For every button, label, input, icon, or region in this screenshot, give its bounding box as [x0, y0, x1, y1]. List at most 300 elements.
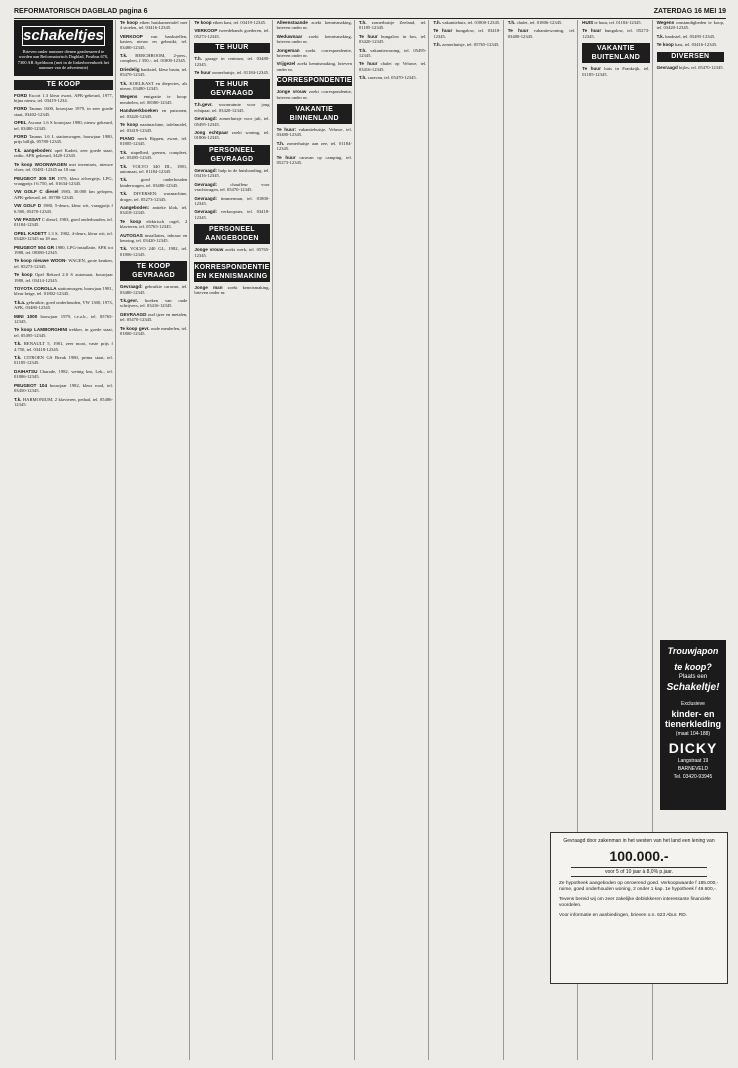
- ad-keyword: Te koop: [119, 20, 138, 25]
- ad-keyword: Vrijgezel: [276, 61, 296, 67]
- classified-ad: [120, 233, 187, 244]
- ad-text: elektrisch orgel, 2 klavieren, tel. 05765-12345.: [119, 218, 188, 230]
- classified-ad: [14, 134, 113, 145]
- classified-ad: [194, 70, 269, 75]
- ad-keyword: Te koop gevr.: [119, 325, 150, 331]
- category-te-huur-gevraagd: TE HUUR GEVRAAGD: [194, 79, 269, 99]
- ad-text: C diesel, 1983, goed onderhouden, tel. 01184-12345.: [14, 216, 113, 228]
- classified-ad: [657, 34, 724, 39]
- classified-ad: [277, 34, 352, 45]
- ad-keyword: Wegens: [119, 94, 138, 100]
- ad-list-col9: [657, 20, 724, 48]
- ad-list-col2: [120, 20, 187, 257]
- ad-text: zoekt kennismaking, brieven onder nr.: [276, 33, 352, 45]
- ad-text: vakantiehuis, tel. 01800-12345.: [442, 20, 501, 25]
- ad-keyword: Te koop: [119, 122, 139, 128]
- ad-text: met inventaris, nieuwe vloer, tel. 03481-12345 na 18 uur.: [14, 161, 113, 173]
- ad-keyword: Jongeman: [276, 47, 300, 53]
- ad-keyword: OPEL KADETT: [14, 230, 47, 236]
- ad-keyword: T.k.: [14, 355, 22, 361]
- classified-ad: [120, 298, 187, 309]
- ad-keyword: Te huur: [194, 70, 211, 76]
- ad-keyword: Te koop nieuwe WOON-: [14, 258, 67, 264]
- promo-line-8: DICKY: [668, 740, 718, 756]
- classified-ad: [120, 67, 187, 78]
- ad-text: emigratie te koop: meubelen, tel. 08380-12345.: [119, 94, 188, 105]
- ad-keyword: HUIS: [582, 20, 594, 25]
- ad-list-col7: [508, 20, 575, 39]
- ad-text: Taunus 1.6 L stationwagen, bouwjaar 1980, prijs billijk, 05780-12345.: [14, 134, 113, 145]
- ad-keyword: Gevraagd:: [194, 209, 218, 215]
- ad-keyword: FORD: [14, 134, 28, 140]
- ad-list-col3c: [194, 102, 269, 140]
- ad-keyword: T.k.: [119, 149, 128, 155]
- classified-ad: [14, 314, 113, 325]
- ad-keyword: T.k.: [14, 396, 22, 402]
- ad-keyword: Handwerkboeken: [119, 108, 158, 114]
- classified-ad: [14, 203, 113, 214]
- ad-keyword: T.h.: [433, 42, 441, 48]
- ad-keyword: T.k.gevr.: [119, 298, 139, 304]
- ad-text: zoekt correspondentie, brieven onder nr.: [276, 47, 352, 59]
- classified-ad: [14, 397, 113, 408]
- classified-ad: [657, 42, 724, 47]
- classified-ad: [359, 75, 426, 80]
- ad-keyword: Te huur: [507, 28, 529, 34]
- ad-keyword: Aangeboden:: [119, 204, 150, 210]
- ad-text: 1980, 5-deurs, kleur wit, vraagprijs f 6.500, 05470-12345.: [14, 203, 113, 214]
- ad-text: omstandigheden te koop, tel. 03420-12345.: [656, 20, 725, 31]
- loan-contact: Voor informatie en aanbiedingen, brieven o.n. 623 Abur. RD.: [559, 913, 688, 918]
- classified-ad: [194, 20, 269, 25]
- ad-keyword: VERKOOP: [119, 33, 143, 39]
- classified-ad: [359, 61, 426, 72]
- ad-keyword: Te huur: [358, 33, 378, 39]
- ad-text: merk Rippen, zwart, tel. 01805-12345.: [119, 135, 188, 147]
- category-te-koop: TE KOOP: [14, 80, 113, 90]
- ad-text: zoekt correspondentie, brieven onder nr.: [276, 89, 352, 100]
- ad-keyword: FORD: [14, 106, 28, 112]
- classified-ad: [120, 205, 187, 216]
- ad-keyword: FORD: [14, 92, 28, 98]
- loan-intro: Gevraagd door zakenman in het westen van het land een lening van: [563, 838, 715, 844]
- ad-text: 1983, 30.000 km gelopen, APK-gekeurd, tel. 05780-12345.: [14, 189, 113, 200]
- ad-text: caravan, tel. 05470-12345.: [367, 75, 417, 81]
- classified-ad: [14, 258, 113, 269]
- classified-ad: [277, 89, 352, 100]
- ad-text: DIVERSEN: wasmachine, droger, tel. 05273-12345.: [119, 191, 188, 202]
- ad-text: bungalow, tel. 03418-12345.: [433, 28, 501, 39]
- ad-text: chauffeur voor vrachtwagen, tel. 05470-12345.: [194, 181, 270, 193]
- classified-ad: [14, 245, 113, 256]
- ad-text: bijles, tel. 05470-12345.: [678, 64, 724, 70]
- classified-ad: [120, 108, 187, 119]
- schakeltjes-banner: [14, 20, 113, 76]
- ad-keyword: Te huur: [358, 61, 378, 67]
- classified-ad: [582, 28, 649, 39]
- classified-ad: [120, 53, 187, 64]
- ad-keyword: VW GOLF D: [14, 203, 42, 209]
- ad-text: zomerhuisje, tel. 05765-12345.: [442, 42, 500, 48]
- column-3: [194, 20, 272, 1060]
- classified-ad: [14, 120, 113, 131]
- classified-ad: [277, 127, 352, 138]
- ad-keyword: T.h.: [507, 20, 516, 25]
- ad-list-col3d: [194, 168, 269, 220]
- classified-ad: [14, 231, 113, 242]
- ad-text: Taunus 1600, bouwjaar 1979, in zeer goede staat, 03402-12345.: [14, 106, 113, 117]
- promo-line-3: Plaats een: [678, 674, 708, 680]
- ad-text: bankstel, kleur bruin, tel. 05470-12345.: [119, 66, 188, 78]
- ad-text: bungalow, tel. 05273-12345.: [582, 28, 650, 39]
- ad-text: zomerhuisje aan zee, tel. 01184-12345.: [276, 140, 352, 152]
- ad-text: oude meubelen, tel. 01800-12345.: [119, 325, 188, 337]
- ad-keyword: Jonge vrouw: [194, 247, 224, 253]
- ad-list-col8b: [582, 66, 649, 77]
- ad-text: zoekt kennismaking, brieven onder nr.: [276, 61, 352, 72]
- classified-ad: [14, 369, 113, 380]
- classified-ad: [120, 136, 187, 147]
- promo-line-4: Schakeltje!: [666, 682, 720, 693]
- ad-keyword: Gevraagd:: [194, 181, 218, 187]
- column-5: [359, 20, 429, 1060]
- classified-ad: [194, 56, 269, 67]
- classified-ad: [194, 182, 269, 193]
- classified-ad: [120, 20, 187, 31]
- ad-keyword: Gevraagd:: [194, 195, 218, 201]
- promo-line-1: Trouwjapon: [667, 646, 719, 656]
- classified-ad: [508, 20, 575, 25]
- loan-advertisement: [550, 832, 728, 984]
- classified-ad: [120, 150, 187, 161]
- ad-text: Opel Rekord 2.0 S automaat, bouwjaar 1980, tel. 03414-12345.: [14, 272, 113, 283]
- ad-keyword: T.k.: [119, 177, 128, 183]
- category-diversen: DIVERSEN: [657, 52, 724, 62]
- ad-keyword: T.h.: [358, 75, 367, 81]
- classified-ad: [14, 327, 113, 338]
- ad-text: antieke klok, tel. 03418-12345.: [119, 204, 188, 216]
- ad-keyword: OPEL: [14, 120, 27, 126]
- ad-text: zomerhuisje Zeeland, tel. 01185-12345.: [358, 20, 427, 31]
- ad-text: gebruikte, goed onderhouden, VW 1300, 1973, APK, 03480-12345.: [14, 299, 113, 311]
- ad-list-col2b: [120, 284, 187, 336]
- category-personeel-gevraagd: PERSONEEL GEVRAAGD: [194, 145, 269, 165]
- category-personeel-aangeboden: PERSONEEL AANGEBODEN: [194, 224, 269, 244]
- ad-text: 1979, kleur zilvergrijs, LPG, vraagprijs f 6.750, tel. 01634-12345.: [14, 175, 113, 186]
- classified-ad: [120, 164, 187, 175]
- header-right: ZATERDAG 16 MEI 19: [653, 7, 726, 15]
- ad-text: huis in Frankrijk, tel. 01185-12345.: [582, 66, 650, 77]
- classified-ad: [194, 102, 269, 113]
- ad-keyword: DAIHATSU: [14, 368, 38, 374]
- ad-keyword: Te huur:: [276, 127, 297, 133]
- ad-list-col3e: [194, 247, 269, 258]
- ad-keyword: Alleenstaande: [276, 20, 308, 25]
- classified-ad: [508, 28, 575, 39]
- ad-keyword: T.h.: [276, 140, 285, 146]
- classified-ad: [657, 65, 724, 70]
- ad-text: opel Kadett, zeer goede staat, radio, APK gekeurd, 3420-12345.: [14, 147, 113, 159]
- ad-text: Escort 1.3 kleur zwart, APK-gekeurd, 1977, bijna nieuw, tel. 03419-1234.: [14, 92, 113, 104]
- classified-ad: [120, 94, 187, 105]
- ad-keyword: VERKOOP: [194, 28, 218, 34]
- classified-ad: [120, 191, 187, 202]
- classified-ad: [194, 247, 269, 258]
- ad-keyword: Te huur: [276, 154, 296, 160]
- classified-ad: [433, 28, 500, 39]
- ad-keyword: VW GOLF C diesel: [14, 189, 59, 195]
- ad-keyword: T.k.: [119, 53, 128, 59]
- classified-ad: [120, 246, 187, 257]
- classified-ad: [277, 20, 352, 31]
- ad-text: te huur, tel. 01184-12345.: [594, 20, 642, 25]
- ad-text: zoekt werk, tel. 05765-12345.: [194, 247, 270, 258]
- ad-text: oud ijzer en metalen, tel. 05470-12345.: [119, 311, 188, 323]
- ad-keyword: Driedelig: [119, 66, 140, 72]
- ad-text: gebruikte caravan, tel. 03480-12345.: [119, 284, 188, 295]
- column-1: [14, 20, 116, 1060]
- ad-list-col4b: [277, 89, 352, 100]
- ad-keyword: Te koop WOONWAGEN: [14, 161, 67, 167]
- category-vakantie-buitenland: VAKANTIE BUITENLAND: [582, 43, 649, 63]
- ad-list-col4: [277, 20, 352, 72]
- ad-text: goed onderhouden kinderwagen, tel. 03480-12345.: [119, 177, 188, 188]
- classified-ad: [120, 312, 187, 323]
- ad-list-col9b: [657, 65, 724, 70]
- classified-ad: [120, 284, 187, 295]
- ad-list-col8: [582, 20, 649, 39]
- ad-text: HARMONIUM, 2 klavieren, pedaal, tel. 05486-12345.: [14, 396, 113, 407]
- schakeltjes-logo: schakeltjes: [23, 27, 104, 44]
- column-4: [277, 20, 355, 1060]
- classified-ad: [359, 48, 426, 59]
- ad-keyword: Jonge man: [194, 284, 223, 290]
- ad-text: Ascona 1.6 S bouwjaar 1980, nieuw gekeurd, tel. 03480-12345.: [14, 120, 113, 131]
- ad-text: bungalow in bos, tel. 03420-12345.: [358, 33, 427, 45]
- ad-list-col1: [14, 93, 113, 408]
- classified-ad: [14, 106, 113, 117]
- ad-list-col3b: [194, 56, 269, 75]
- classified-ad: [14, 189, 113, 200]
- classified-ad: [657, 20, 724, 31]
- classified-ad: [14, 341, 113, 352]
- category-te-huur: TE HUUR: [194, 43, 269, 53]
- ad-text: naaimachine, tafelmodel, tel. 03419-12345.: [119, 122, 188, 133]
- classified-ad: [14, 176, 113, 187]
- ad-keyword: TOYOTA COROLLA: [14, 286, 57, 291]
- ad-text: WAGEN, grote keuken, tel. 05273-12345.: [14, 258, 113, 269]
- promo-line-7: (maat 104-188): [675, 731, 711, 737]
- loan-terms: voor 5 of 10 jaar à 8,0% p.jaar.: [571, 867, 707, 877]
- category-vakantie-binnenland: VAKANTIE BINNENLAND: [277, 104, 352, 124]
- ad-keyword: Jong echtpaar: [194, 130, 229, 136]
- category-korrespondentie: KORRESPONDENTIE EN KENNISMAKING: [194, 263, 270, 280]
- ad-text: chalet, tel. 01806-12345.: [516, 20, 563, 25]
- ad-text: BERCHROOM, 2-pers., compleet, f 350,-, tel. 01800-12345.: [119, 53, 188, 64]
- ad-keyword: Gevraagd:: [119, 284, 143, 290]
- ad-list-col5: [359, 20, 426, 81]
- classified-ad: [433, 20, 500, 25]
- column-2: [120, 20, 190, 1060]
- ad-list-col3f: [194, 285, 269, 296]
- ad-list-col3: [194, 20, 269, 39]
- ad-text: stapelbed, grenen, compleet, tel. 05495-12345.: [119, 149, 188, 161]
- classified-ad: [277, 155, 352, 166]
- promo-line-5: Exclusieve: [681, 701, 705, 707]
- classified-ad: [582, 66, 649, 77]
- loan-amount: 100.000.-: [609, 848, 669, 864]
- classified-ad: [14, 272, 113, 283]
- ad-text: zomerhuisje, tel. 01184-12345.: [211, 70, 270, 76]
- ad-text: eiken kast, tel. 03419-12345.: [212, 20, 267, 25]
- category-te-koop-gevraagd: TE KOOP GEVRAAGD: [120, 261, 187, 281]
- ad-keyword: T.h.: [433, 20, 441, 25]
- ad-text: hulp in de huishouding, tel. 03416-12345.: [194, 167, 270, 179]
- ad-keyword: T.k.: [119, 80, 128, 86]
- classified-ad: [14, 217, 113, 228]
- ad-keyword: T.k.: [119, 163, 128, 169]
- ad-text: zoekt kennismaking, brieven onder nr.: [276, 20, 352, 31]
- promo-line-11: Tel. 03420-93945: [673, 774, 713, 780]
- classified-ad: [14, 162, 113, 173]
- ad-keyword: T.h.: [194, 56, 202, 62]
- ad-keyword: VW PASSAT: [14, 216, 41, 222]
- classified-ad: [120, 177, 187, 188]
- ad-keyword: T.h.: [358, 20, 367, 25]
- classified-ad: [277, 48, 352, 59]
- ad-keyword: PEUGEOT 305 SR: [14, 175, 56, 181]
- ad-keyword: Weduwnaar: [276, 33, 303, 39]
- ad-text: 1.3 S, 1982, 4-deurs, kleur wit, tel. 03420-12345 na 18 uur.: [14, 230, 113, 242]
- ad-keyword: T.k. aangeboden:: [14, 147, 53, 153]
- ad-keyword: PIANO: [119, 135, 135, 141]
- ad-text: tweedehands goederen, tel. 05273-12345.: [194, 28, 270, 39]
- header-left: REFORMATORISCH DAGBLAD pagina 6: [14, 7, 148, 15]
- ad-text: vakantiewoning, tel. 05495-12345.: [358, 47, 427, 59]
- ad-keyword: T.k.a.: [14, 299, 26, 305]
- ad-text: bouwjaar 1979, t.e.a.b., tel. 05765-12345.: [14, 313, 113, 325]
- ad-keyword: Te koop: [656, 42, 674, 48]
- ad-keyword: Te koop: [194, 20, 212, 25]
- classified-ad: [194, 285, 269, 296]
- classified-ad: [120, 326, 187, 337]
- classified-ad: [582, 20, 649, 25]
- ad-list-col4c: [277, 127, 352, 165]
- ad-keyword: Gevraagd:: [194, 116, 218, 122]
- ad-text: installaties, inbouw en keuring, tel. 03420-12345.: [119, 232, 188, 243]
- classified-ad: [14, 300, 113, 311]
- ad-text: zoekt woning, tel. 01806-12345.: [194, 130, 270, 141]
- classified-ad: [277, 141, 352, 152]
- ad-keyword: MINI 1000: [14, 313, 38, 319]
- ad-keyword: Jonge vrouw: [276, 89, 307, 95]
- classified-ad: [194, 116, 269, 127]
- classified-ad: [194, 168, 269, 179]
- classified-ad: [194, 28, 269, 39]
- classified-ad: [359, 20, 426, 31]
- page-header: [14, 4, 726, 19]
- ad-text: timmerman, tel. 01800-12345.: [194, 195, 270, 206]
- classified-ad: [14, 148, 113, 159]
- ad-text: vakantiewoning, tel. 03480-12345.: [507, 28, 576, 39]
- classified-ad: [120, 122, 187, 133]
- ad-text: garage in centrum, tel. 03480-12345.: [194, 56, 270, 67]
- ad-text: CITROEN GS Break 1980, prima staat, tel. 01185-12345.: [14, 355, 113, 366]
- ad-text: KOELKAST en diepvries, als nieuw, 03480-12345.: [119, 80, 188, 92]
- ad-keyword: T.h.gevr.: [194, 102, 213, 108]
- ad-text: woonruimte voor jong echtpaar, tel. 03420-12345.: [194, 102, 270, 113]
- ad-text: stationwagen, bouwjaar 1981, kleur beige, tel. 01802-12345.: [14, 286, 113, 297]
- ad-keyword: T.k.: [119, 246, 128, 252]
- ad-text: RENAULT 5, 1981, zeer mooi, vaste prijs f 4.750, tel. 03418-12345.: [14, 341, 113, 352]
- ad-text: Charade, 1982, weinig km, Lek., tel. 01806-12345.: [14, 368, 113, 380]
- ad-keyword: Gevraagd: [656, 64, 678, 70]
- classified-ad: [120, 34, 187, 50]
- classified-ad: [120, 219, 187, 230]
- ad-keyword: T.h.: [358, 47, 367, 53]
- ad-text: en patronen, tel. 03420-12345.: [119, 108, 188, 119]
- ad-text: boeken van oude schrijvers, tel. 03416-12345.: [119, 298, 188, 309]
- ad-keyword: T.k.: [656, 33, 664, 39]
- loan-extra: Tevens bereid wij om zeer zakelijke deblokkeren interessante financiële voordelen.: [559, 897, 711, 908]
- ad-keyword: T.k.: [14, 341, 22, 347]
- classified-ad: [14, 355, 113, 366]
- ad-list-col6: [433, 20, 500, 48]
- ad-text: zomerhuisje voor juli, tel. 05495-12345.: [194, 116, 270, 127]
- classified-ad: [277, 61, 352, 72]
- ad-text: bankstel, tel. 05495-12345.: [665, 33, 716, 39]
- ad-text: caravan op camping, tel. 05273-12345.: [276, 154, 352, 166]
- ad-text: trekker, in goede staat, tel. 05495-12345.: [14, 327, 113, 338]
- ad-text: verkoopster, tel. 03418-12345.: [194, 209, 270, 220]
- ad-keyword: PEUGEOT 104: [14, 382, 47, 388]
- ad-keyword: GEVRAAGD: [119, 311, 147, 317]
- loan-collateral: Ze hypotheek aangeboden op onroerend goed. Verkoopwaarde f 185.000,- ruime, goed onderhouden woning, 2 onder 1 kap. 1e hypotheek f 49.600,-.: [559, 881, 719, 892]
- ad-text: bouwjaar 1982, kleur rood, tel. 03450-12345.: [14, 382, 113, 394]
- ad-text: eiken huiskamertafel met 4 stoelen, tel. 03416-12345.: [119, 20, 188, 31]
- classified-ad: [194, 196, 269, 207]
- column-6: [433, 20, 503, 1060]
- ad-keyword: PEUGEOT 504 GR: [14, 244, 55, 250]
- ad-keyword: T.k.: [119, 191, 128, 197]
- ad-text: zoekt kennismaking, brieven onder nr.: [194, 284, 270, 296]
- ad-keyword: Gevraagd:: [194, 167, 218, 173]
- ad-keyword: Te koop: [14, 272, 33, 278]
- ad-text: chalet op Veluwe, tel. 03416-12345.: [358, 61, 427, 72]
- classified-ad: [120, 81, 187, 92]
- ad-keyword: Te koop LAMBORGHINI: [14, 327, 68, 333]
- classified-ad: [14, 383, 113, 394]
- banner-intro: Brieven onder nummer dienen geadresseerd te worden aan Reformatorisch Dagblad, Postbus 670, 7300 AR Apeldoorn (met in de linkerbovenhoek het nummer van de advertentie): [17, 49, 110, 71]
- ad-text: VOLVO 240 GL, 1982, tel. 01806-12345.: [119, 246, 188, 257]
- ad-text: VOLVO 340 DL, 1981, automaat, tel. 01184-12345.: [119, 163, 188, 174]
- classified-ad: [359, 34, 426, 45]
- ad-text: 1980, LPG-installatie, APK tot 1988, tel. 08380-12345.: [14, 244, 113, 255]
- promo-box: [660, 640, 726, 810]
- ad-keyword: Wegens: [656, 20, 675, 25]
- classified-ad: [14, 286, 113, 297]
- promo-line-10: BARNEVELD: [677, 766, 709, 772]
- ad-text: kast, tel. 03416-12345.: [675, 42, 718, 48]
- ad-text: vakantiehuisje, Veluwe, tel. 03480-12345.: [276, 127, 352, 138]
- ad-keyword: Te huur: [433, 28, 453, 34]
- promo-line-9: Langstraat 19: [677, 758, 709, 764]
- classified-ad: [14, 93, 113, 104]
- ad-keyword: Te huur: [582, 28, 602, 34]
- classified-ad: [194, 209, 269, 220]
- promo-line-2: te koop?: [674, 662, 712, 672]
- ad-keyword: AUTOGAS: [119, 232, 143, 238]
